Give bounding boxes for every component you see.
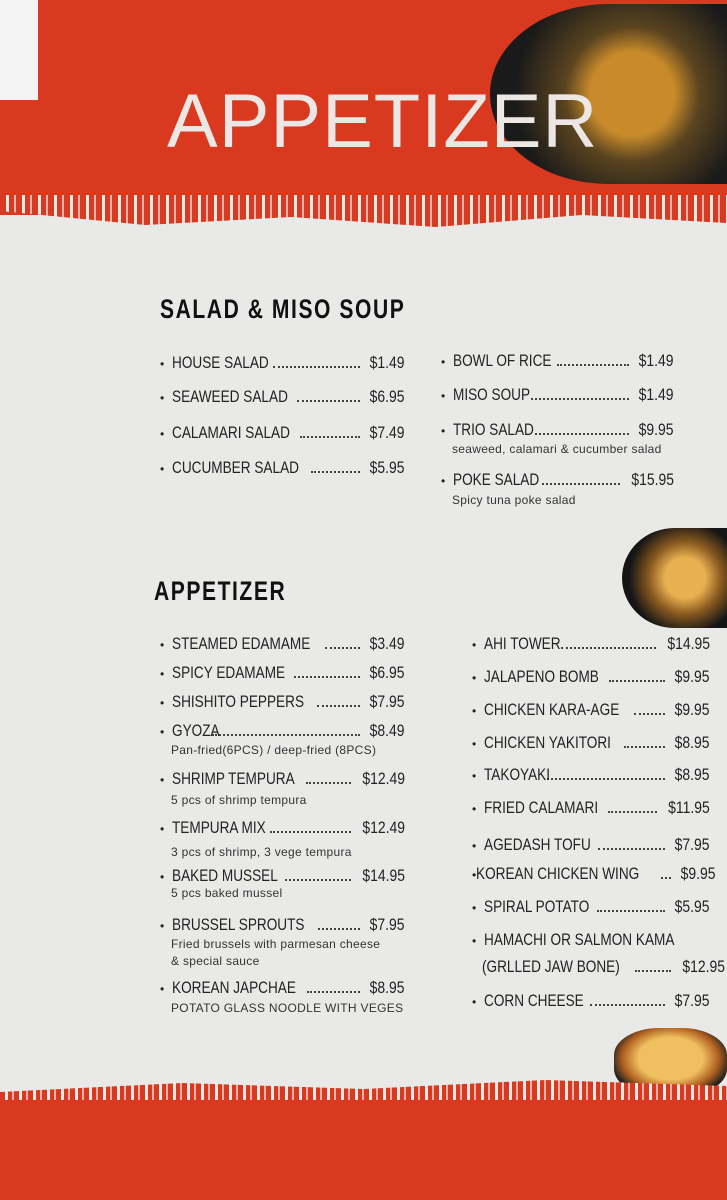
menu-item: [160, 634, 405, 654]
item-price: $15.95: [631, 470, 674, 489]
item-price: $9.95: [675, 700, 710, 719]
salad-section-heading: SALAD & MISO SOUP: [160, 294, 406, 324]
item-price: $11.95: [668, 798, 710, 817]
menu-item: [160, 721, 405, 741]
item-description: Spicy tuna poke salad: [452, 493, 576, 507]
menu-item: [441, 351, 674, 371]
item-name: KOREAN JAPCHAE: [172, 978, 296, 997]
dot-leader: [273, 366, 360, 368]
dot-leader: [294, 676, 361, 678]
item-name-line2: (GRLLED JAW BONE): [482, 957, 620, 976]
dot-leader: [547, 778, 665, 780]
item-price: $3.49: [370, 634, 405, 653]
dot-leader: [542, 483, 620, 485]
dot-leader: [609, 680, 666, 682]
item-name: SPIRAL POTATO: [484, 897, 590, 916]
dot-leader: [270, 831, 351, 833]
corner-patch: [0, 0, 38, 100]
item-price: $6.95: [370, 387, 405, 406]
item-name: AGEDASH TOFU: [484, 835, 591, 854]
item-price: $8.95: [675, 733, 710, 752]
item-price: $7.95: [675, 991, 710, 1010]
item-description: 5 pcs baked mussel: [171, 886, 283, 900]
item-description: seaweed, calamari & cucumber salad: [452, 442, 662, 456]
menu-item: [472, 634, 710, 654]
bullet-icon: •: [472, 802, 477, 816]
dot-leader: [306, 782, 351, 784]
item-price: $7.49: [370, 423, 405, 442]
bullet-icon: •: [472, 671, 477, 685]
dot-leader: [285, 879, 351, 881]
item-price: $7.95: [675, 835, 710, 854]
menu-item: [160, 387, 405, 407]
menu-item: [160, 915, 405, 935]
brush-edge-top: [0, 195, 727, 235]
bullet-icon: •: [441, 355, 446, 369]
item-name: AHI TOWER: [484, 634, 561, 653]
menu-item: [472, 897, 710, 917]
menu-item: [160, 978, 405, 998]
item-price: $14.95: [362, 866, 405, 885]
menu-item: [441, 385, 674, 405]
bullet-icon: •: [472, 769, 477, 783]
item-name: SPICY EDAMAME: [172, 663, 286, 682]
menu-item: [472, 930, 710, 950]
bullet-icon: •: [472, 868, 477, 882]
menu-item: [160, 692, 405, 712]
dot-leader: [598, 848, 665, 850]
bullet-icon: •: [472, 638, 477, 652]
item-name: TEMPURA MIX: [172, 818, 266, 837]
item-price: $12.95: [682, 957, 725, 976]
item-name: HOUSE SALAD: [172, 353, 269, 372]
item-name: STEAMED EDAMAME: [172, 634, 311, 653]
item-description: 5 pcs of shrimp tempura: [171, 793, 307, 807]
item-price: $1.49: [370, 353, 405, 372]
item-name: SHISHITO PEPPERS: [172, 692, 305, 711]
dot-leader: [318, 928, 360, 930]
item-price: $8.95: [370, 978, 405, 997]
item-price: $9.95: [680, 864, 716, 883]
bullet-icon: •: [160, 357, 165, 371]
bullet-icon: •: [160, 982, 165, 996]
item-name: BAKED MUSSEL: [172, 866, 278, 885]
bullet-icon: •: [160, 696, 165, 710]
item-name: HAMACHI OR SALMON KAMA: [484, 930, 675, 949]
dot-leader: [608, 811, 658, 813]
menu-item: [160, 458, 405, 478]
item-name: FRIED CALAMARI: [484, 798, 599, 817]
item-name: CHICKEN KARA-AGE: [484, 700, 620, 719]
item-name: CHICKEN YAKITORI: [484, 733, 611, 752]
dot-leader: [535, 433, 629, 435]
bullet-icon: •: [472, 901, 477, 915]
page-title: APPETIZER: [167, 79, 599, 164]
bullet-icon: •: [160, 667, 165, 681]
bullet-icon: •: [160, 919, 165, 933]
item-name: GYOZA: [172, 721, 220, 740]
dot-leader: [634, 713, 665, 715]
item-description: & special sauce: [171, 954, 260, 968]
item-price: $8.95: [675, 765, 710, 784]
menu-item: [472, 798, 710, 818]
dot-leader: [317, 705, 360, 707]
dot-leader: [561, 647, 656, 649]
item-name: POKE SALAD: [453, 470, 540, 489]
item-name: CUCUMBER SALAD: [172, 458, 299, 477]
menu-item: [160, 353, 405, 373]
bullet-icon: •: [160, 462, 165, 476]
item-name: JALAPENO BOMB: [484, 667, 599, 686]
ahi-tower-photo: [622, 528, 727, 628]
bullet-icon: •: [160, 725, 165, 739]
dot-leader: [590, 1004, 666, 1006]
item-price: $6.95: [370, 663, 405, 682]
dot-leader: [635, 970, 671, 972]
item-name: TRIO SALAD: [453, 420, 534, 439]
menu-item: [472, 991, 710, 1011]
menu-item: [160, 866, 405, 886]
item-name: KOREAN CHICKEN WING: [476, 864, 640, 883]
item-price: $12.49: [362, 769, 405, 788]
item-description: Fried brussels with parmesan cheese: [171, 937, 381, 951]
item-name: BOWL OF RICE: [453, 351, 552, 370]
menu-item: [472, 765, 710, 785]
dot-leader: [597, 910, 666, 912]
dot-leader: [212, 734, 361, 736]
item-price: $14.95: [667, 634, 710, 653]
item-price: $5.95: [370, 458, 405, 477]
dot-leader: [311, 471, 360, 473]
dot-leader: [531, 398, 630, 400]
menu-item: [472, 864, 716, 884]
item-price: $8.49: [370, 721, 405, 740]
appetizer-section-heading: APPETIZER: [154, 576, 287, 606]
bullet-icon: •: [472, 934, 477, 948]
item-name: SHRIMP TEMPURA: [172, 769, 295, 788]
bullet-icon: •: [472, 737, 477, 751]
dot-leader: [300, 436, 361, 438]
item-price: $1.49: [639, 385, 674, 404]
bullet-icon: •: [472, 995, 477, 1009]
bullet-icon: •: [160, 822, 165, 836]
item-price: $9.95: [639, 420, 674, 439]
bullet-icon: •: [472, 839, 477, 853]
item-name: BRUSSEL SPROUTS: [172, 915, 305, 934]
menu-item: [160, 423, 405, 443]
item-description: Pan-fried(6PCS) / deep-fried (8PCS): [171, 743, 377, 757]
bullet-icon: •: [472, 704, 477, 718]
dot-leader: [661, 877, 671, 879]
footer-banner: [0, 1100, 727, 1200]
menu-item: [160, 663, 405, 683]
menu-item: [441, 470, 674, 490]
menu-item: [160, 818, 405, 838]
bullet-icon: •: [160, 391, 165, 405]
bullet-icon: •: [441, 474, 446, 488]
item-name: TAKOYAKI: [484, 765, 551, 784]
dot-leader: [297, 400, 360, 402]
bullet-icon: •: [160, 427, 165, 441]
dot-leader: [624, 746, 666, 748]
item-name: SEAWEED SALAD: [172, 387, 288, 406]
bullet-icon: •: [441, 389, 446, 403]
menu-item: [472, 733, 710, 753]
item-name: CALAMARI SALAD: [172, 423, 290, 442]
item-description: 3 pcs of shrimp, 3 vege tempura: [171, 845, 352, 859]
item-name: MISO SOUP: [453, 385, 531, 404]
item-price: $7.95: [370, 915, 405, 934]
bullet-icon: •: [160, 773, 165, 787]
dot-leader: [557, 364, 629, 366]
menu-item: [472, 835, 710, 855]
item-price: $1.49: [639, 351, 674, 370]
item-price: $9.95: [675, 667, 710, 686]
menu-item-line2: [482, 957, 725, 977]
item-description: POTATO GLASS NOODLE WITH VEGES: [171, 1001, 404, 1015]
item-price: $5.95: [675, 897, 710, 916]
menu-item: [160, 769, 405, 789]
dot-leader: [325, 647, 360, 649]
menu-item: [441, 420, 674, 440]
bullet-icon: •: [160, 870, 165, 884]
bullet-icon: •: [441, 424, 446, 438]
menu-item: [472, 700, 710, 720]
dot-leader: [307, 991, 360, 993]
item-name: CORN CHEESE: [484, 991, 584, 1010]
item-price: $7.95: [370, 692, 405, 711]
item-price: $12.49: [362, 818, 405, 837]
menu-item: [472, 667, 710, 687]
bullet-icon: •: [160, 638, 165, 652]
